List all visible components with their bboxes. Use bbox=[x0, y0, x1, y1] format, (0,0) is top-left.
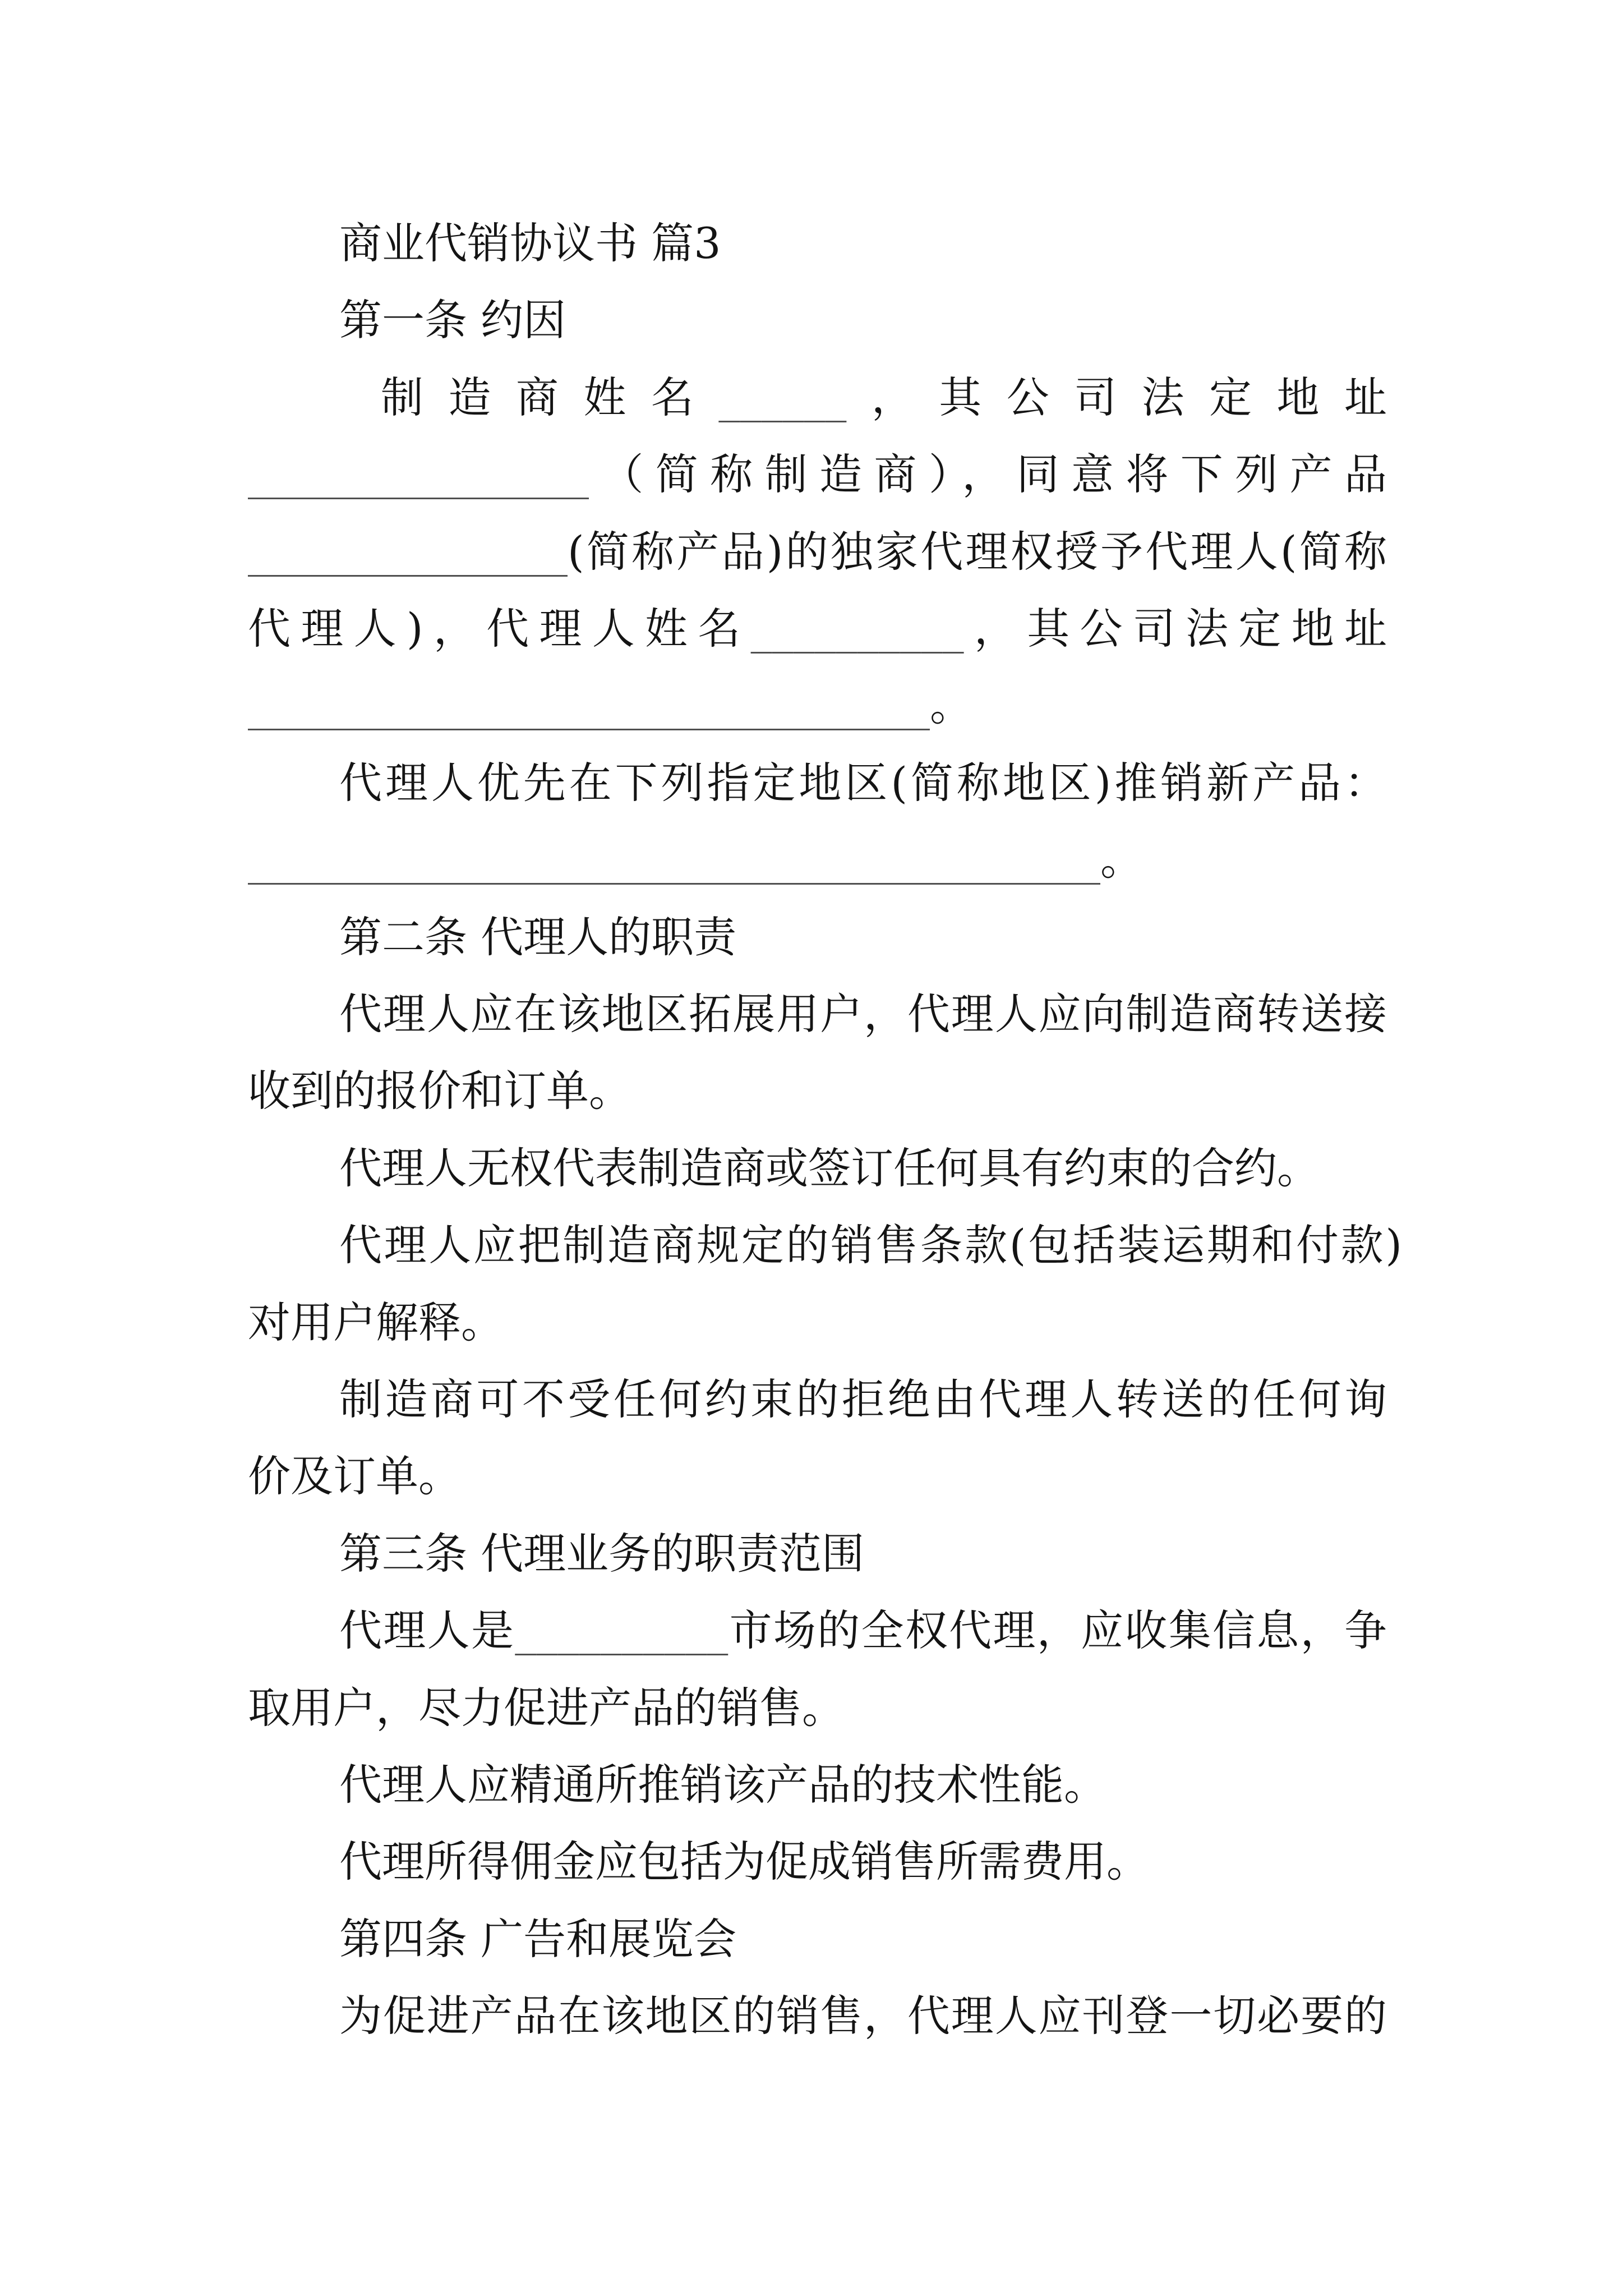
text-segment: 为促进产品在该地区的销售，代理人应刊登一切必要的 bbox=[339, 1991, 1387, 2041]
text-segment: (简称产品)的独家代理权授予代理人(简称 bbox=[568, 527, 1387, 577]
fill-in-blank: ______ bbox=[718, 372, 847, 422]
text-line bbox=[248, 449, 1387, 499]
text-line bbox=[339, 1220, 1402, 1270]
fill-in-blank: ________________ bbox=[248, 449, 589, 499]
text-segment: ，其公司法定地址 bbox=[963, 604, 1387, 654]
text-segment: 取用户，尽力促进产品的销售。 bbox=[248, 1683, 845, 1733]
text-segment: 代理人是 bbox=[339, 1605, 515, 1655]
text-line bbox=[339, 1605, 1387, 1655]
text-segment: 代理人)，代理人姓名 bbox=[248, 604, 751, 654]
fill-in-blank: ________________________________ bbox=[248, 680, 930, 730]
text-line bbox=[339, 1760, 1106, 1810]
text-line bbox=[248, 1683, 845, 1733]
text-segment: 市场的全权代理，应收集信息，争 bbox=[728, 1605, 1387, 1655]
fill-in-blank: ________________________________________ bbox=[248, 835, 1100, 885]
fill-in-blank: __________ bbox=[515, 1605, 728, 1655]
text-line bbox=[339, 1837, 1149, 1887]
article-heading: 第二条 代理人的职责 bbox=[339, 912, 737, 962]
text-line bbox=[248, 680, 972, 730]
article-heading: 第四条 广告和展览会 bbox=[339, 1914, 737, 1964]
text-line bbox=[339, 1143, 1320, 1193]
text-segment: （简称制造商），同意将下列产品 bbox=[589, 449, 1387, 499]
text-line bbox=[248, 604, 1387, 654]
document-title: 商业代销协议书 篇3 bbox=[339, 218, 721, 268]
fill-in-blank: __________ bbox=[750, 604, 964, 654]
article-heading: 第一条 约因 bbox=[339, 295, 566, 345]
text-segment: 代理人应精通所推销该产品的技术性能。 bbox=[339, 1760, 1106, 1810]
text-line bbox=[248, 1066, 631, 1116]
text-segment: ，其公司法定地址 bbox=[846, 372, 1387, 422]
text-line bbox=[248, 835, 1143, 885]
text-line bbox=[339, 1991, 1387, 2041]
text-segment: 代理人应把制造商规定的销售条款(包括装运期和付款) bbox=[339, 1220, 1402, 1270]
text-segment: 。 bbox=[930, 680, 972, 730]
text-segment: 收到的报价和订单。 bbox=[248, 1066, 631, 1116]
text-segment: 代理人无权代表制造商或签订任何具有约束的合约。 bbox=[339, 1143, 1320, 1193]
text-line bbox=[381, 372, 1387, 422]
text-segment: 。 bbox=[1100, 835, 1143, 885]
text-segment: 代理所得佣金应包括为促成销售所需费用。 bbox=[339, 1837, 1149, 1887]
text-segment: 制造商可不受任何约束的拒绝由代理人转送的任何询 bbox=[339, 1374, 1387, 1424]
text-line bbox=[339, 1374, 1387, 1424]
article-heading: 第三条 代理业务的职责范围 bbox=[339, 1529, 865, 1579]
text-line bbox=[248, 1451, 461, 1501]
text-segment: 价及订单。 bbox=[248, 1451, 461, 1501]
text-segment: 代理人优先在下列指定地区(简称地区)推销新产品： bbox=[339, 758, 1387, 808]
fill-in-blank: _______________ bbox=[248, 527, 568, 577]
text-segment: 代理人应在该地区拓展用户，代理人应向制造商转送接 bbox=[339, 989, 1387, 1039]
text-segment: 对用户解释。 bbox=[248, 1297, 504, 1347]
text-line bbox=[339, 989, 1387, 1039]
text-line bbox=[248, 1297, 504, 1347]
text-line bbox=[339, 758, 1387, 808]
text-line bbox=[248, 527, 1387, 577]
text-segment: 制造商姓名 bbox=[381, 372, 719, 422]
